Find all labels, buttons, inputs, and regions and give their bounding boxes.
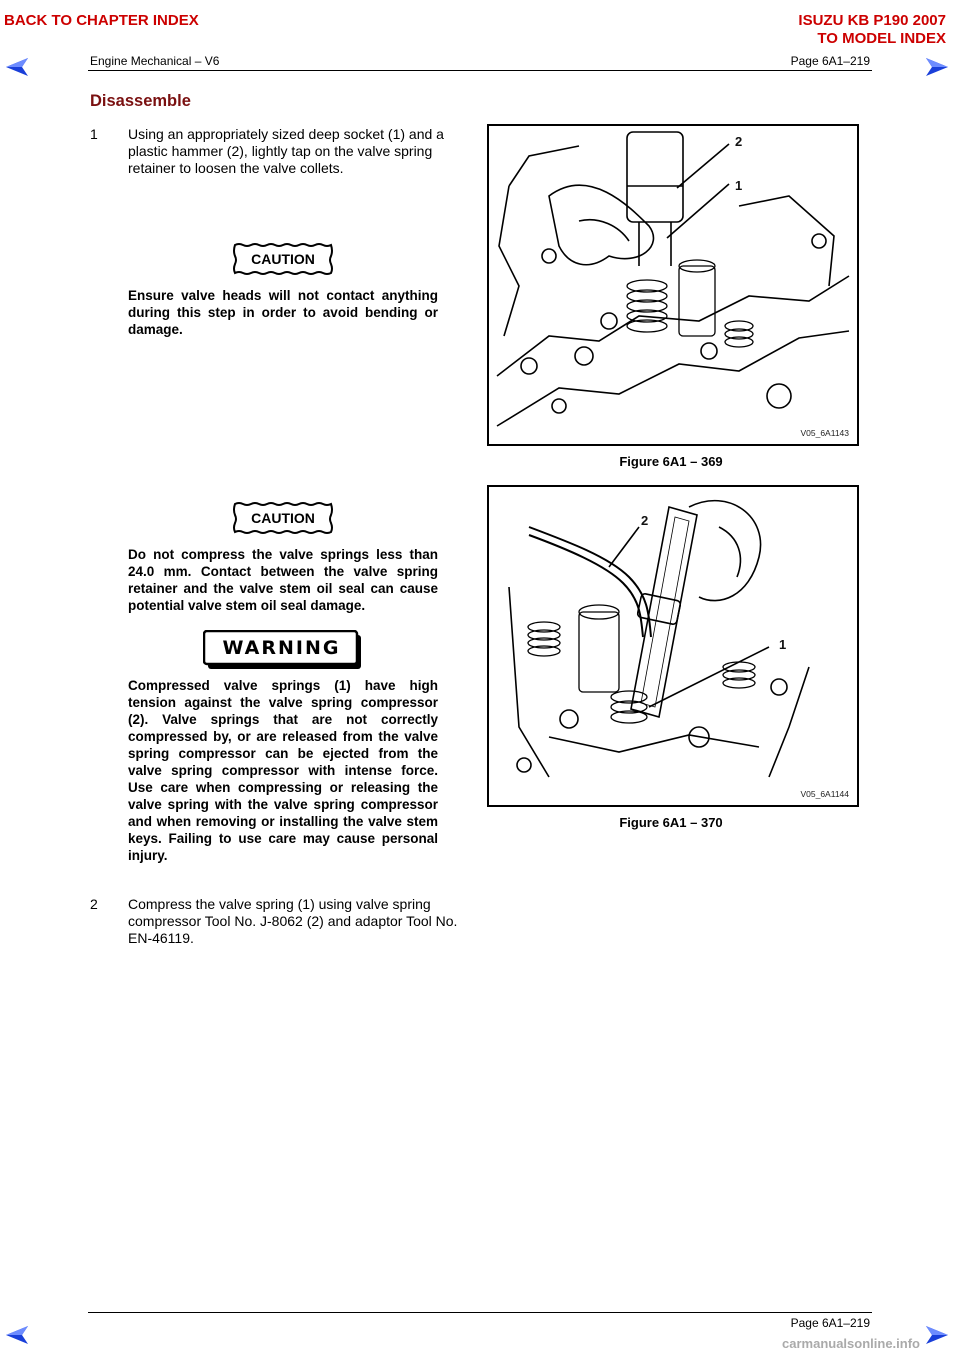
running-header-section: Engine Mechanical – V6	[90, 54, 220, 68]
figure-369-illustration	[487, 124, 859, 446]
figure-370-illustration	[487, 485, 859, 807]
caution-text: Ensure valve heads will not contact anything during this step in order to avoid bending or damage.	[128, 288, 438, 337]
figure-370-code: V05_6A1144	[800, 789, 849, 799]
valve-spring-compressor-drawing	[489, 487, 857, 805]
figure-369-label-2: 2	[735, 134, 743, 149]
figure-370-caption: Figure 6A1 – 370	[619, 815, 723, 830]
step-number: 1	[90, 126, 98, 142]
to-model-index-link[interactable]: TO MODEL INDEX	[817, 30, 946, 47]
running-header-page: Page 6A1–219	[790, 54, 870, 68]
watermark: carmanualsonline.info	[782, 1336, 920, 1351]
figure-369-code: V05_6A1143	[800, 428, 849, 438]
step-text-2: Compress the valve spring (1) using valve spring compressor Tool No. J-8062 (2) and adaptor Tool No. EN-46119.	[128, 896, 458, 946]
caution-text-2: Do not compress the valve springs less than 24.0 mm. Contact between the valve spring retainer and the valve stem oil seal can cause potential valve stem oil seal damage.	[128, 547, 438, 613]
valve-spring-tap-drawing	[489, 126, 857, 444]
right-arrow-icon[interactable]	[924, 54, 950, 80]
back-to-chapter-index-link[interactable]: BACK TO CHAPTER INDEX	[4, 12, 199, 29]
model-title: ISUZU KB P190 2007	[798, 12, 946, 29]
figure-369-label-1: 1	[735, 178, 743, 193]
step-text: Using an appropriately sized deep socket (1) and a plastic hammer (2), lightly tap on the valve spring retainer to loosen the valve collets.	[128, 126, 444, 176]
caution-label: CAUTION	[251, 251, 315, 267]
step-2	[90, 896, 476, 947]
footer-rule	[88, 1312, 872, 1313]
step-1	[90, 126, 476, 177]
running-footer-page: Page 6A1–219	[790, 1316, 870, 1330]
figure-370-label-2: 2	[641, 513, 649, 528]
caution-badge-2	[231, 501, 335, 535]
figure-370-label-1: 1	[779, 637, 787, 652]
warning-badge	[203, 630, 363, 670]
step-number-2: 2	[90, 896, 98, 912]
figure-369-caption: Figure 6A1 – 369	[619, 454, 723, 469]
right-arrow-icon[interactable]	[924, 1322, 950, 1348]
caution-badge	[231, 242, 335, 276]
section-heading: Disassemble	[90, 92, 191, 110]
warning-label: WARNING	[222, 636, 341, 659]
caution-label-2: CAUTION	[251, 510, 315, 526]
header-rule	[88, 70, 872, 71]
warning-text: Compressed valve springs (1) have high tension against the valve spring compressor (2). Valve springs that are not correctly compressed by, or are released from the valve spring compressor can be ejected from the valve spring compressor with intense force. Use care when compressing or releasing the valve spring with the valve spring compressor and when removing or installing the valve stem keys. Failing to use care may cause personal injury.	[128, 678, 438, 863]
left-arrow-icon[interactable]	[4, 54, 30, 80]
left-arrow-icon[interactable]	[4, 1322, 30, 1348]
